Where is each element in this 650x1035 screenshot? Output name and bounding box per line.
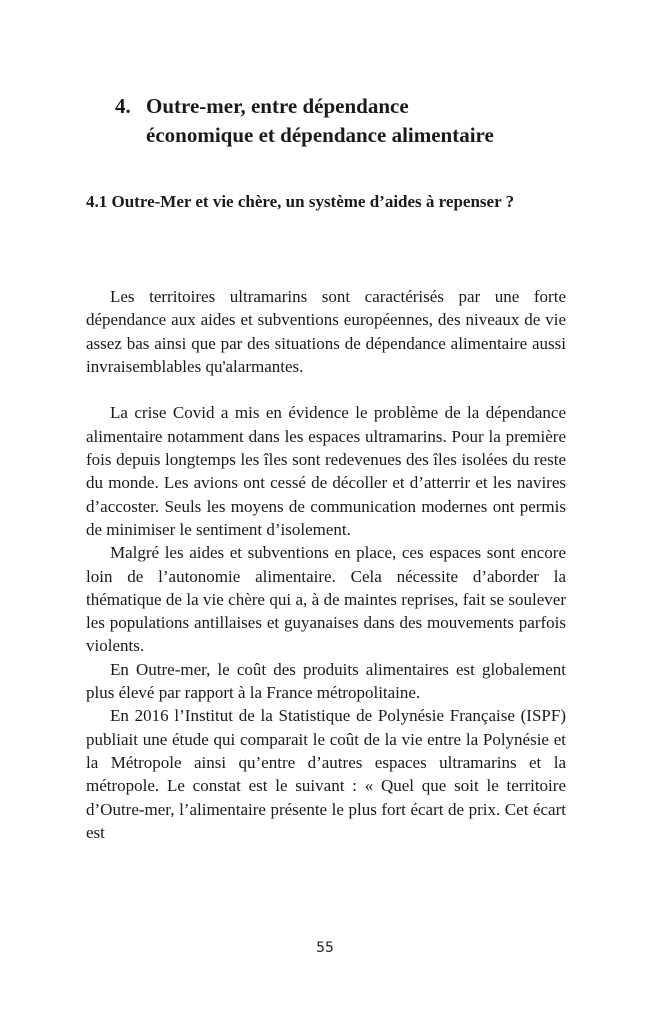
body-text <box>86 285 566 844</box>
chapter-title-line-1: Outre-mer, entre dépendance <box>146 94 409 118</box>
page-number: 55 <box>316 940 334 956</box>
paragraph: En Outre-mer, le coût des produits alimentaires est globalement plus élevé par rapport à la France métropolitaine. <box>86 659 566 703</box>
paragraph: La crise Covid a mis en évidence le problème de la dépendance alimentaire notamment dans les espaces ultramarins. Pour la première fois depuis longtemps les îles sont redevenues des îles isolées du reste du monde. Les avions ont cessé de décoller et d’atterrir et les navires d’accoster. Seuls les moyens de communication modernes ont permis de minimiser le sentiment d’isolement. <box>86 403 566 539</box>
section-title: 4.1 Outre-Mer et vie chère, un système d’aides à repenser ? <box>86 192 515 211</box>
chapter-title-line-2: économique et dépendance alimentaire <box>146 123 494 147</box>
paragraph: Les territoires ultramarins sont caractérisés par une forte dépendance aux aides et subventions européennes, des niveaux de vie assez bas ainsi que par des situations de dépendance alimentaire aussi invraisemblables qu'alarmantes. <box>86 287 566 376</box>
paragraph: En 2016 l’Institut de la Statistique de Polynésie Française (ISPF) publiait une étude qui comparait le coût de la vie entre la Polynésie et la Métropole ainsi qu’entre d’autres espaces ultramarins et la métropole. Le constat est le suivant : « Quel que soit le territoire d’Outre-mer, l’alimentaire présente le plus fort écart de prix. Cet écart est <box>86 706 566 842</box>
chapter-title <box>115 92 585 150</box>
chapter-number: 4. <box>115 94 131 118</box>
paragraph: Malgré les aides et subventions en place, ces espaces sont encore loin de l’autonomie alimentaire. Cela nécessite d’aborder la thématique de la vie chère qui a, à de maintes reprises, fait se soulever les populations antillaises et guyanaises dans des mouvements parfois violents. <box>86 543 566 656</box>
